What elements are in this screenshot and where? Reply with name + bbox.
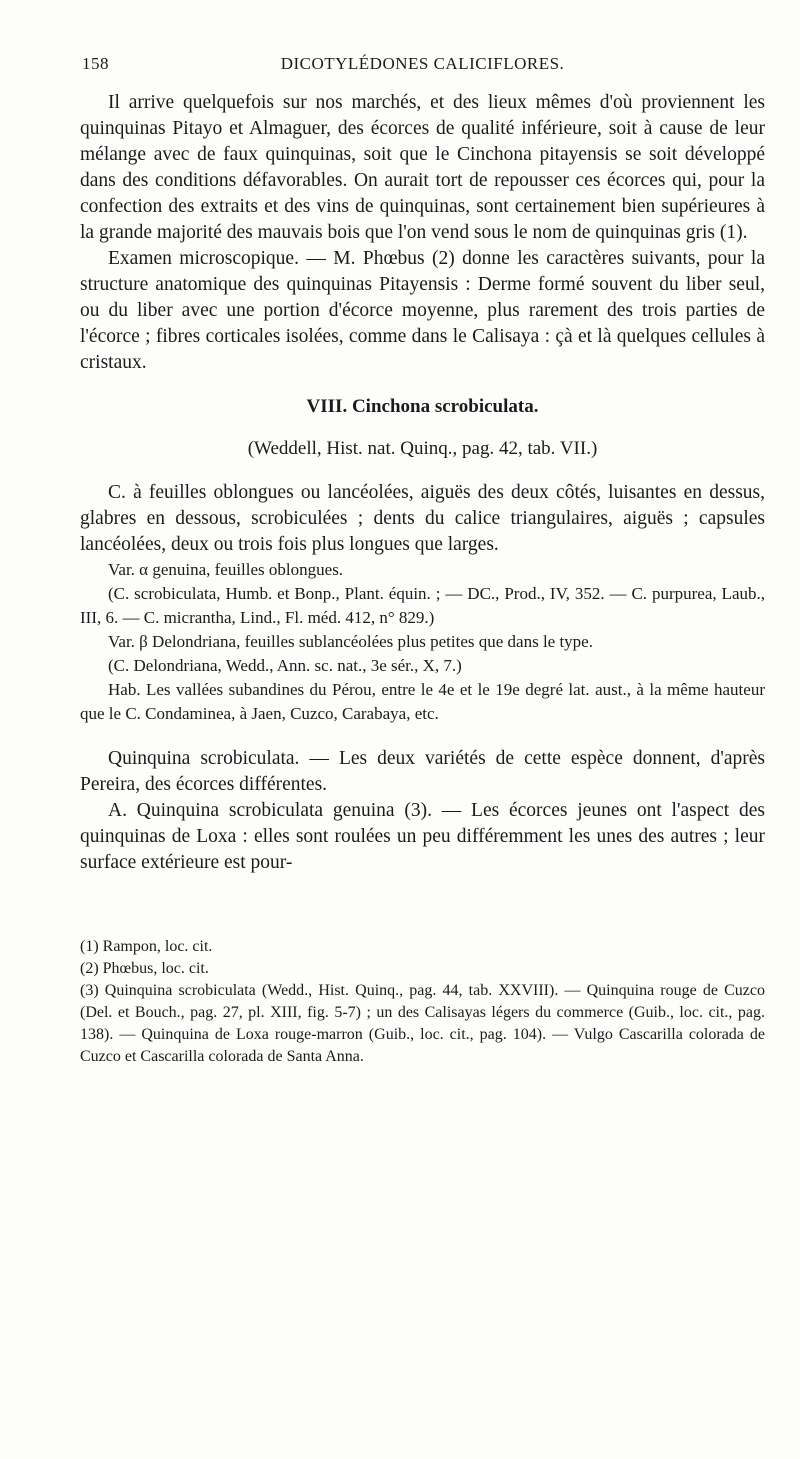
habitat: Hab. Les vallées subandines du Pérou, entre le 4e et le 19e degré lat. aust., à la même hauteur que le C. Condaminea, à Jaen, Cuzco, Carabaya, etc. <box>80 680 765 723</box>
section-reference: (Weddell, Hist. nat. Quinq., pag. 42, tab. VII.) <box>247 438 598 459</box>
variety-alpha: Var. α genuina, feuilles oblongues. <box>108 560 344 579</box>
footnotes <box>80 936 765 1068</box>
paragraph-quinquina-scrobiculata: Quinquina scrobiculata. — Les deux variétés de cette espèce donnent, d'après Pereira, des écorces différentes. <box>80 748 765 795</box>
footnote-3: (3) Quinquina scrobiculata (Wedd., Hist. Quinq., pag. 44, tab. XXVIII). — Quinquina rouge de Cuzco (Del. et Bouch., pag. 27, pl. XIII, fig. 5-7) ; un des Calisayas légers du commerce (Guib., loc. cit., pag. 138). — Quinquina de Loxa rouge-marron (Guib., loc. cit., pag. 104). — Vulgo Cascarilla colorada de Cuzco et Cascarilla colorada de Santa Anna. <box>80 982 765 1065</box>
paragraph-microscopic-exam: Examen microscopique. — M. Phœbus (2) donne les caractères suivants, pour la structure anatomique des quinquinas Pitayensis : Derme formé souvent du liber seul, ou du liber avec une portion d'écorce moyenne, plus rarement des trois parties de l'écorce ; fibres corticales isolées, comme dans le Calisaya : çà et là quelques cellules à cristaux. <box>80 248 765 373</box>
section-title: VIII. Cinchona scrobiculata. <box>306 396 539 417</box>
paragraph-pitayo: Il arrive quelquefois sur nos marchés, et des lieux mêmes d'où proviennent les quinquinas Pitayo et Almaguer, des écorces de qualité inférieure, soit à cause de leur mélange avec de faux quinquinas, soit que le Cinchona pitayensis se soit développé dans des conditions défavorables. On aurait tort de repousser ces écorces qui, pour la confection des extraits et des vins de quinquinas, sont certainement bien supérieures à la grande majorité des mauvais bois que l'on vend sous le nom de quinquinas gris (1). <box>80 92 765 243</box>
footnote-1: (1) Rampon, loc. cit. <box>80 938 213 955</box>
variety-beta-synonyms: (C. Delondriana, Wedd., Ann. sc. nat., 3e sér., X, 7.) <box>108 656 462 675</box>
variety-beta: Var. β Delondriana, feuilles sublancéolées plus petites que dans le type. <box>108 632 593 651</box>
page-number: 158 <box>82 54 109 73</box>
running-title: DICOTYLÉDONES CALICIFLORES. <box>280 54 565 73</box>
species-description: C. à feuilles oblongues ou lancéolées, aiguës des deux côtés, luisantes en dessus, glabres en dessous, scrobiculées ; dents du calice triangulaires, aiguës ; capsules lancéolées, deux ou trois fois plus longues que larges. <box>80 482 765 555</box>
paragraph-genuina: A. Quinquina scrobiculata genuina (3). — Les écorces jeunes ont l'aspect des quinquinas de Loxa : elles sont roulées un peu différemment les unes des autres ; leur surface extérieure est pour- <box>80 800 765 873</box>
variety-alpha-synonyms: (C. scrobiculata, Humb. et Bonp., Plant. équin. ; — DC., Prod., IV, 352. — C. purpurea, Laub., III, 6. — C. micrantha, Lind., Fl. méd. 412, n° 829.) <box>80 584 765 627</box>
page <box>80 50 765 1068</box>
page-header <box>80 50 765 90</box>
footnote-2: (2) Phœbus, loc. cit. <box>80 960 209 977</box>
